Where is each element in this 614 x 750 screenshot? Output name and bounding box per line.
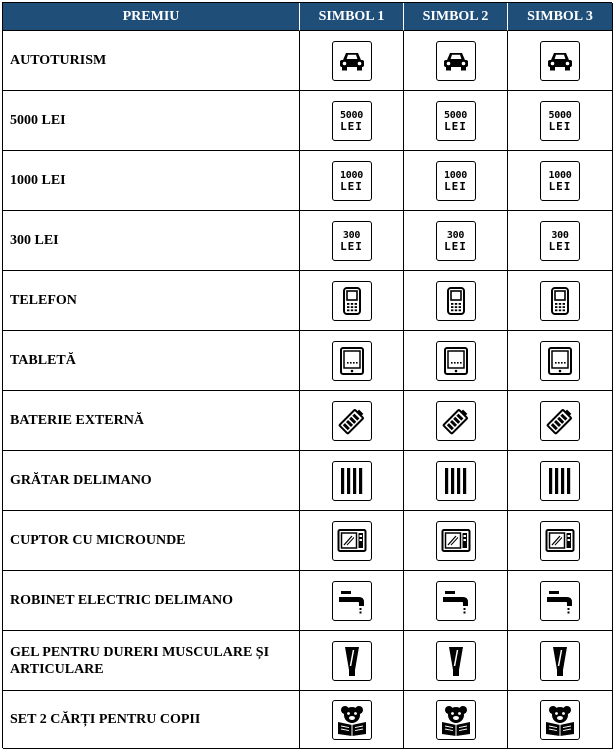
symbol-1-cell [300,151,404,211]
money-amount: 5000 [548,109,572,121]
money-5000-icon [540,101,580,141]
money-300-icon [540,221,580,261]
car-icon [332,41,372,81]
money-amount: 300 [551,229,569,241]
money-currency: LEI [444,179,467,193]
symbol-1-cell [300,211,404,271]
symbol-1-cell [300,271,404,331]
gel-tube-icon [540,641,580,681]
symbol-3-cell [508,451,613,511]
symbol-1-cell [300,391,404,451]
money-5000-icon [332,101,372,141]
grill-icon [436,461,476,501]
symbol-3-cell [508,571,613,631]
money-currency: LEI [340,239,363,253]
tablet-icon [332,341,372,381]
symbol-3-cell [508,331,613,391]
prize-name: AUTOTURISM [3,31,300,91]
money-currency: LEI [444,119,467,133]
symbol-2-cell [404,391,508,451]
microwave-icon [436,521,476,561]
tablet-icon [436,341,476,381]
symbol-2-cell [404,451,508,511]
symbol-3-cell [508,391,613,451]
money-amount: 1000 [444,169,467,181]
teddy-book-icon [332,700,372,740]
tablet-icon [540,341,580,381]
prize-name: ROBINET ELECTRIC DELIMANO [3,571,300,631]
grill-icon [332,461,372,501]
header-prize: PREMIU [3,3,300,31]
prize-name: GRĂTAR DELIMANO [3,451,300,511]
money-amount: 1000 [548,169,572,181]
symbol-3-cell [508,271,613,331]
car-icon [540,41,580,81]
header-symbol-3: SIMBOL 3 [508,3,613,31]
battery-icon [436,401,476,441]
symbol-3-cell [508,631,613,691]
money-currency: LEI [548,119,572,133]
prize-table [2,2,612,748]
battery-icon [332,401,372,441]
faucet-icon [540,581,580,621]
microwave-icon [332,521,372,561]
phone-icon [436,281,476,321]
header-symbol-1: SIMBOL 1 [300,3,404,31]
symbol-2-cell [404,31,508,91]
symbol-2-cell [404,631,508,691]
symbol-1-cell [300,451,404,511]
money-amount: 1000 [340,169,363,181]
symbol-1-cell [300,331,404,391]
symbol-1-cell [300,691,404,749]
symbol-2-cell [404,91,508,151]
phone-icon [332,281,372,321]
prize-name: 1000 LEI [3,151,300,211]
grill-icon [540,461,580,501]
symbol-3-cell [508,211,613,271]
battery-icon [540,401,580,441]
symbol-3-cell [508,31,613,91]
prize-name: BATERIE EXTERNĂ [3,391,300,451]
symbol-2-cell [404,271,508,331]
money-currency: LEI [548,179,572,193]
money-300-icon [332,221,372,261]
prize-name: 300 LEI [3,211,300,271]
symbol-2-cell [404,331,508,391]
phone-icon [540,281,580,321]
symbol-3-cell [508,691,613,749]
header-symbol-2: SIMBOL 2 [404,3,508,31]
money-5000-icon [436,101,476,141]
prize-name: 5000 LEI [3,91,300,151]
money-amount: 5000 [444,109,467,121]
prize-name: GEL PENTRU DURERI MUSCULARE ȘI ARTICULARE [3,631,300,691]
money-300-icon [436,221,476,261]
prize-name: TELEFON [3,271,300,331]
money-currency: LEI [444,239,467,253]
prize-name: TABLETĂ [3,331,300,391]
symbol-2-cell [404,571,508,631]
money-currency: LEI [548,239,572,253]
prize-name: SET 2 CĂRȚI PENTRU COPII [3,691,300,749]
symbol-3-cell [508,511,613,571]
microwave-icon [540,521,580,561]
symbol-1-cell [300,631,404,691]
money-amount: 5000 [340,109,363,121]
faucet-icon [332,581,372,621]
money-1000-icon [540,161,580,201]
money-amount: 300 [342,229,361,241]
teddy-book-icon [540,700,580,740]
gel-tube-icon [436,641,476,681]
car-icon [436,41,476,81]
money-amount: 300 [446,229,465,241]
money-1000-icon [436,161,476,201]
symbol-1-cell [300,91,404,151]
prize-name: CUPTOR CU MICROUNDE [3,511,300,571]
symbol-2-cell [404,691,508,749]
symbol-3-cell [508,91,613,151]
symbol-1-cell [300,31,404,91]
symbol-2-cell [404,211,508,271]
teddy-book-icon [436,700,476,740]
faucet-icon [436,581,476,621]
money-currency: LEI [340,179,363,193]
symbol-2-cell [404,511,508,571]
gel-tube-icon [332,641,372,681]
symbol-3-cell [508,151,613,211]
money-1000-icon [332,161,372,201]
symbol-1-cell [300,511,404,571]
money-currency: LEI [340,119,363,133]
symbol-1-cell [300,571,404,631]
symbol-2-cell [404,151,508,211]
